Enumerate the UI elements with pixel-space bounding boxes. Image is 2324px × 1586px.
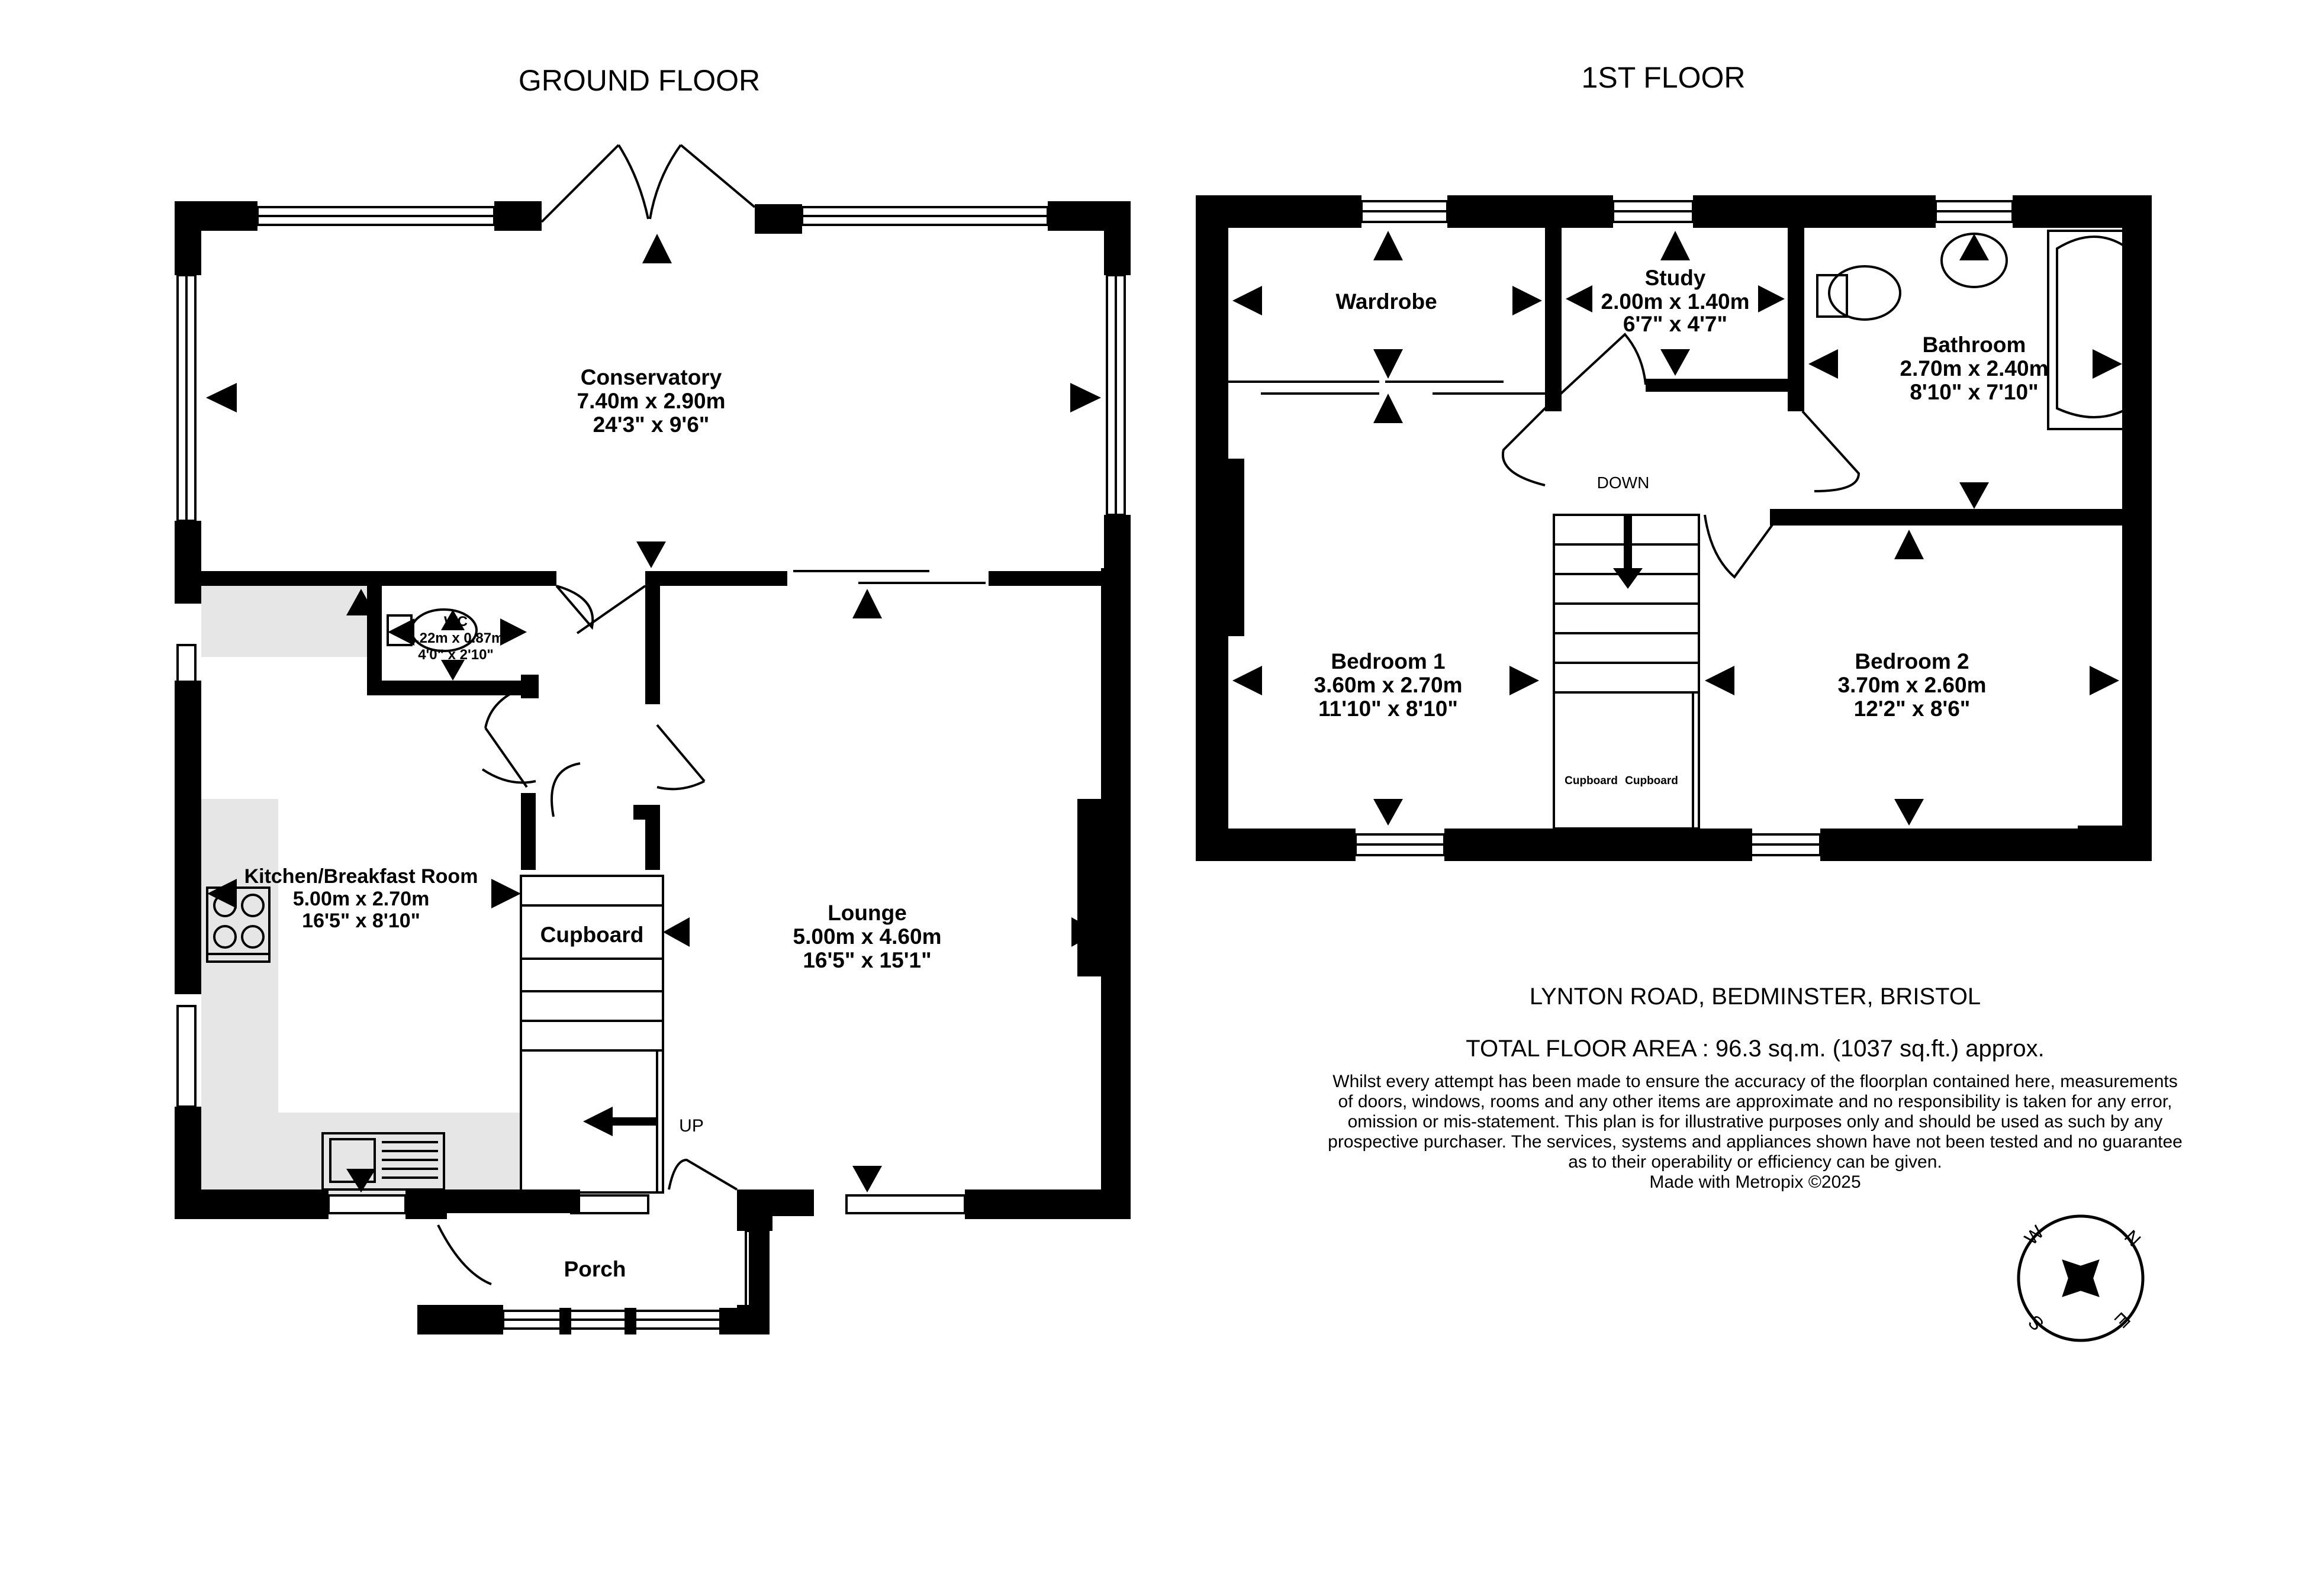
room-imperial-study: 6'7" x 4'7" [1623, 312, 1728, 336]
room-imperial-bathroom: 8'10" x 7'10" [1910, 380, 2039, 404]
room-name-wc: WC [444, 614, 468, 630]
room-name-cupboard-ground: Cupboard [540, 923, 644, 947]
room-imperial-kitchen: 16'5" x 8'10" [302, 910, 420, 932]
room-metric-bedroom-1: 3.60m x 2.70m [1314, 673, 1463, 697]
room-name-study: Study [1644, 266, 1706, 290]
room-metric-bathroom: 2.70m x 2.40m [1900, 356, 2049, 381]
room-metric-study: 2.00m x 1.40m [1601, 289, 1750, 314]
room-metric-bedroom-2: 3.70m x 2.60m [1837, 673, 1987, 697]
room-name-cupboard-first-a: Cupboard [1565, 775, 1618, 787]
address-line: LYNTON ROAD, BEDMINSTER, BRISTOL [1529, 984, 1981, 1010]
room-imperial-conservatory: 24'3" x 9'6" [593, 412, 710, 437]
first-floor-title: 1ST FLOOR [1581, 61, 1746, 94]
metropix-credit: Made with Metropix ©2025 [1649, 1172, 1861, 1192]
lounge-sliding-door [793, 571, 986, 583]
disclaimer-line-2: of doors, windows, rooms and any other items are approximate and no responsibility is taken for any error, [1338, 1092, 2172, 1111]
stair-down-arrow-icon [1613, 515, 1643, 589]
room-metric-lounge: 5.00m x 4.60m [793, 924, 942, 949]
compass-e-label: E [2110, 1308, 2135, 1332]
room-name-cupboard-first-b: Cupboard [1625, 775, 1678, 787]
disclaimer-line-5: as to their operability or efficiency can be given. [1568, 1152, 1942, 1172]
room-name-bedroom-2: Bedroom 2 [1855, 649, 1969, 673]
compass-n-label: N [2120, 1226, 2145, 1251]
room-metric-conservatory: 7.40m x 2.90m [577, 389, 726, 413]
room-name-conservatory: Conservatory [580, 365, 722, 389]
ground-exterior-walls [175, 201, 1131, 1231]
wardrobe-sliding-doors [1228, 382, 1545, 394]
room-imperial-bedroom-1: 11'10" x 8'10" [1318, 697, 1458, 721]
conservatory-windows [178, 207, 1125, 1213]
room-imperial-bedroom-2: 12'2" x 8'6" [1853, 697, 1971, 721]
room-name-bathroom: Bathroom [1922, 333, 2026, 357]
room-metric-kitchen: 5.00m x 2.70m [292, 888, 430, 910]
room-imperial-wc: 4'0" x 2'10" [418, 647, 494, 663]
stair-up-arrow-icon [583, 1107, 657, 1136]
compass-w-label: W [2020, 1221, 2048, 1249]
room-name-wardrobe: Wardrobe [1335, 289, 1437, 314]
disclaimer-line-3: omission or mis-statement. This plan is for illustrative purposes only and should be used as such by any [1347, 1112, 2163, 1132]
room-name-porch: Porch [564, 1257, 626, 1281]
total-floor-area: TOTAL FLOOR AREA : 96.3 sq.m. (1037 sq.ft.) approx. [1466, 1036, 2045, 1062]
stair-up-label: UP [679, 1116, 704, 1136]
ground-floor-title: GROUND FLOOR [518, 64, 761, 97]
room-name-kitchen: Kitchen/Breakfast Room [244, 865, 478, 888]
room-metric-wc: 1.22m x 0.87m [407, 630, 504, 646]
disclaimer-line-1: Whilst every attempt has been made to ensure the accuracy of the floorplan contained here, measurements [1332, 1072, 2178, 1091]
disclaimer-line-4: prospective purchaser. The services, systems and appliances shown have not been tested and no guarantee [1328, 1132, 2183, 1152]
room-imperial-lounge: 16'5" x 15'1" [803, 948, 932, 972]
room-name-bedroom-1: Bedroom 1 [1331, 649, 1446, 673]
conservatory-french-doors [542, 145, 755, 222]
compass-s-label: S [2024, 1311, 2048, 1335]
ground-floor-plan [175, 145, 1131, 1334]
room-name-lounge: Lounge [828, 901, 907, 925]
stair-down-label: DOWN [1596, 473, 1650, 492]
